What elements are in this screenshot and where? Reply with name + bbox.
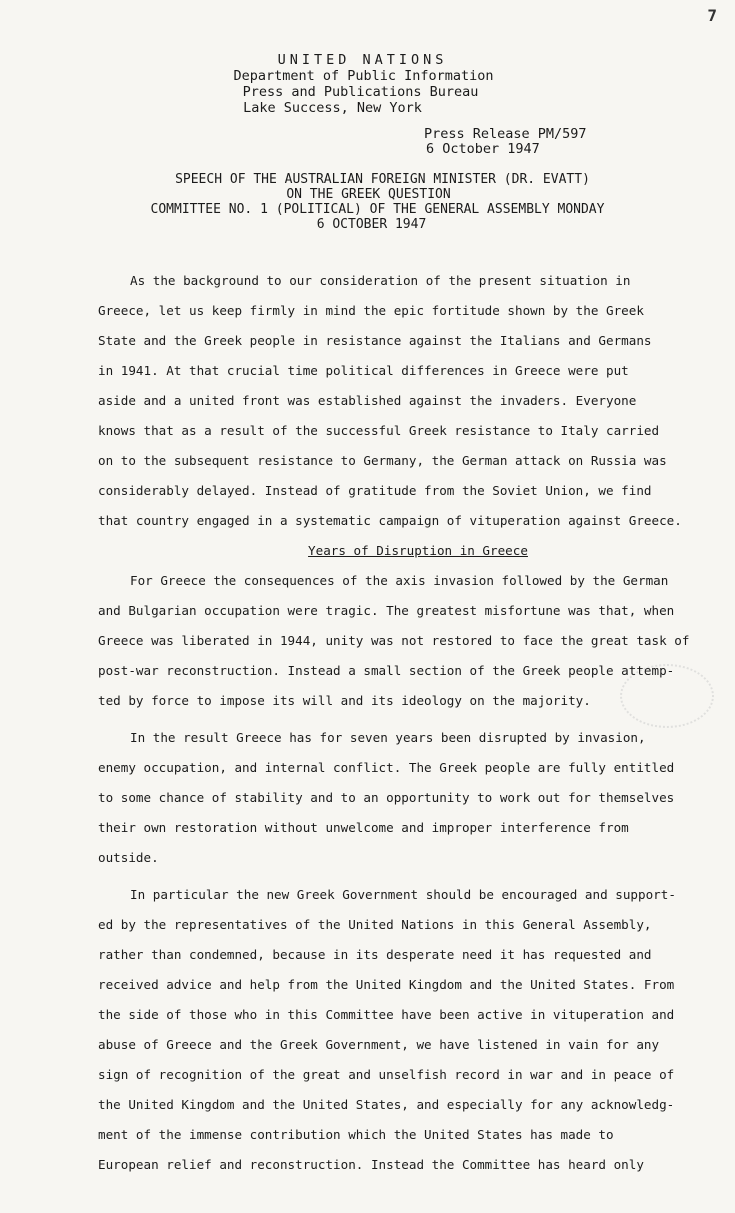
text-line: and Bulgarian occupation were tragic. The greatest misfortune was that, when: [98, 603, 675, 618]
title-line-4: 6 OCTOBER 1947: [316, 217, 427, 232]
org-name: UNITED NATIONS: [277, 52, 448, 68]
text-line: In the result Greece has for seven years been disrupted by invasion,: [130, 730, 646, 745]
speech-title: [0, 172, 735, 232]
text-line: the United Kingdom and the United States, and especially for any acknowledg-: [98, 1097, 675, 1112]
text-line: ment of the immense contribution which the United States has made to: [98, 1127, 614, 1142]
bureau-name: Press and Publications Bureau: [242, 84, 479, 100]
text-line: outside.: [98, 850, 159, 865]
paragraph-2: [98, 566, 698, 716]
text-line: abuse of Greece and the Greek Government, we have listened in vain for any: [98, 1037, 660, 1052]
text-line: aside and a united front was established against the invaders. Everyone: [98, 393, 637, 408]
text-line: in 1941. At that crucial time political differences in Greece were put: [98, 363, 629, 378]
paragraph-1: [98, 266, 698, 536]
text-line: to some chance of stability and to an opportunity to work out for themselves: [98, 790, 675, 805]
text-line: received advice and help from the United Kingdom and the United States. From: [98, 977, 675, 992]
text-line: the side of those who in this Committee have been active in vituperation and: [98, 1007, 675, 1022]
paragraph-4: [98, 880, 698, 1180]
title-line-1: SPEECH OF THE AUSTRALIAN FOREIGN MINISTER (DR. EVATT): [175, 172, 590, 187]
section-heading: Years of Disruption in Greece: [308, 543, 528, 558]
text-line: their own restoration without unwelcome and improper interference from: [98, 820, 629, 835]
text-line: For Greece the consequences of the axis invasion followed by the German: [130, 573, 669, 588]
text-line: European relief and reconstruction. Instead the Committee has heard only: [98, 1157, 644, 1172]
text-line: that country engaged in a systematic campaign of vituperation against Greece.: [98, 513, 682, 528]
text-line: Greece was liberated in 1944, unity was not restored to face the great task of: [98, 633, 690, 648]
text-line: As the background to our consideration of the present situation in: [130, 273, 631, 288]
text-line: Greece, let us keep firmly in mind the epic fortitude shown by the Greek: [98, 303, 644, 318]
department-name: Department of Public Information: [233, 68, 494, 84]
letterhead: [0, 52, 735, 116]
text-line: State and the Greek people in resistance against the Italians and Germans: [98, 333, 652, 348]
title-line-3: COMMITTEE NO. 1 (POLITICAL) OF THE GENERAL ASSEMBLY MONDAY: [150, 202, 605, 217]
text-line: knows that as a result of the successful Greek resistance to Italy carried: [98, 423, 660, 438]
text-line: on to the subsequent resistance to Germany, the German attack on Russia was: [98, 453, 667, 468]
text-line: post-war reconstruction. Instead a small section of the Greek people attemp-: [98, 663, 675, 678]
speech-body: [98, 266, 698, 1180]
text-line: ted by force to impose its will and its ideology on the majority.: [98, 693, 591, 708]
text-line: sign of recognition of the great and unselfish record in war and in peace of: [98, 1067, 675, 1082]
title-line-2: ON THE GREEK QUESTION: [286, 187, 451, 202]
press-release-number: Press Release PM/597: [424, 126, 587, 142]
press-release-date: 6 October 1947: [426, 141, 540, 157]
text-line: In particular the new Greek Government should be encouraged and support-: [130, 887, 676, 902]
location: Lake Success, New York: [243, 100, 422, 116]
page-corner-mark: 7: [707, 6, 717, 25]
press-release-block: [424, 127, 587, 157]
text-line: ed by the representatives of the United Nations in this General Assembly,: [98, 917, 652, 932]
paragraph-3: [98, 723, 698, 873]
text-line: enemy occupation, and internal conflict. The Greek people are fully entitled: [98, 760, 675, 775]
text-line: rather than condemned, because in its desperate need it has requested and: [98, 947, 652, 962]
text-line: considerably delayed. Instead of gratitude from the Soviet Union, we find: [98, 483, 652, 498]
